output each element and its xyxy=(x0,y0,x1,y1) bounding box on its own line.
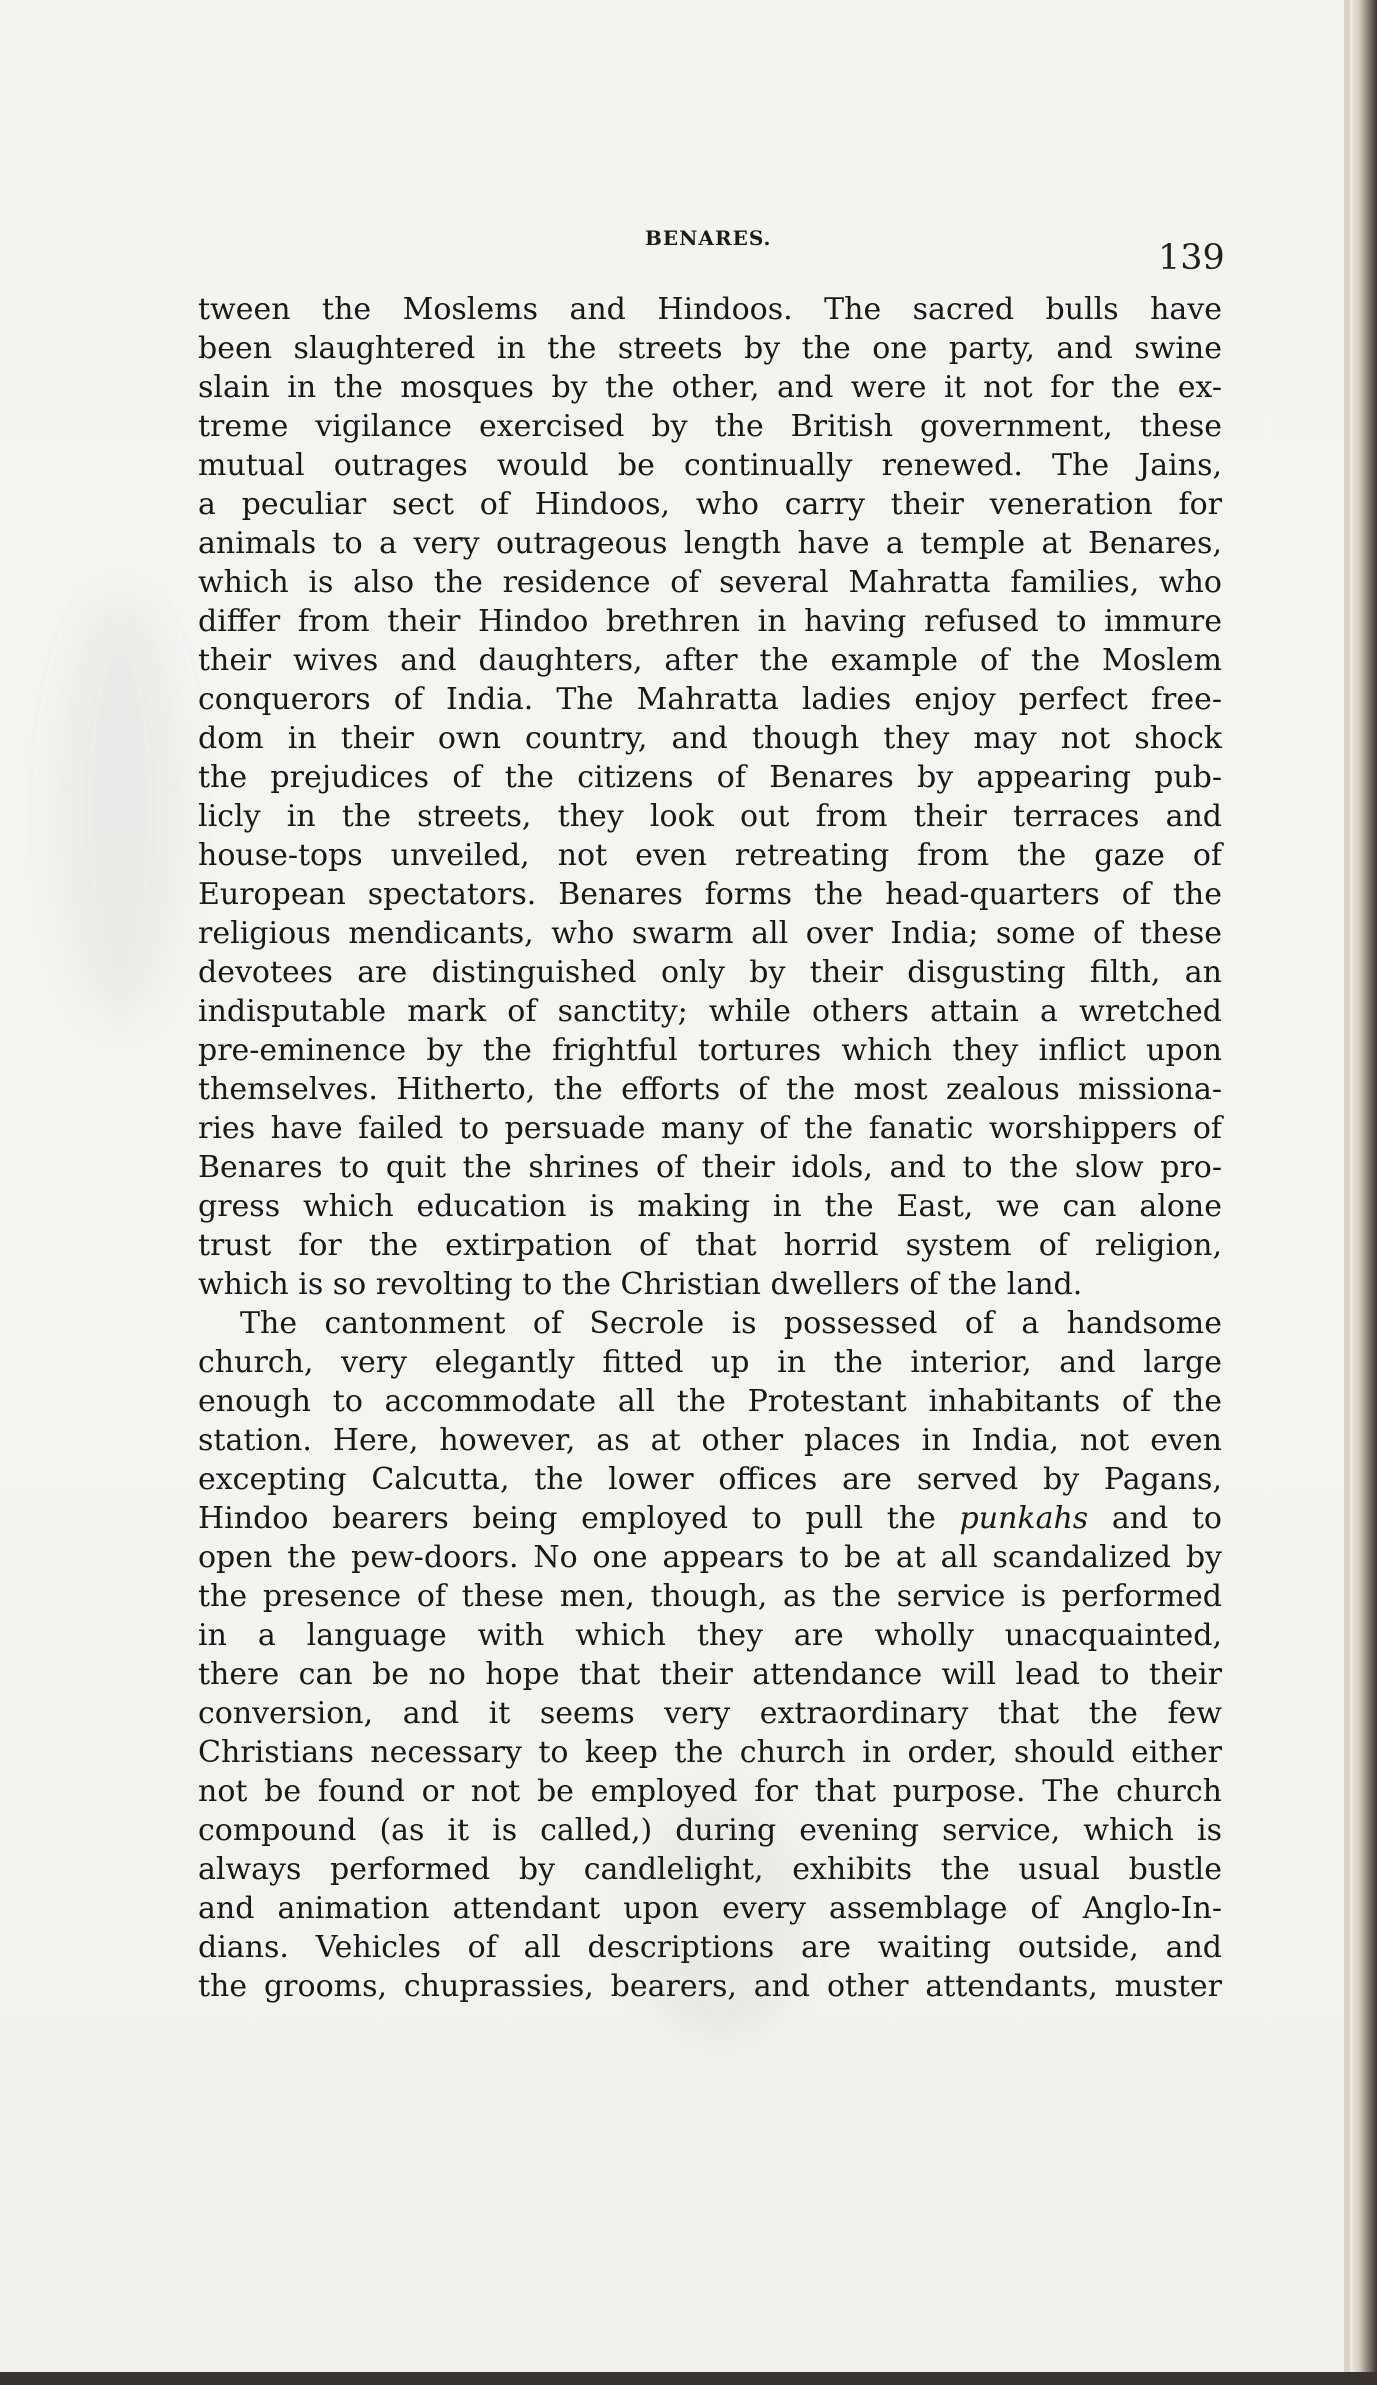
text-line: station. Here, however, as at other places in India, not even xyxy=(198,1423,1222,1458)
text-line: differ from their Hindoo brethren in having refused to immure xyxy=(198,604,1222,639)
text-line: indisputable mark of sanctity; while others attain a wretched xyxy=(198,994,1222,1029)
text-line: gress which education is making in the East, we can alone xyxy=(198,1189,1222,1224)
text-line: in a language with which they are wholly unacquainted, xyxy=(198,1618,1222,1653)
text-line: religious mendicants, who swarm all over India; some of these xyxy=(198,916,1222,951)
text-line-punkahs xyxy=(198,1499,1222,1538)
text-line: conversion, and it seems very extraordinary that the few xyxy=(198,1696,1222,1731)
running-head: BENARES. xyxy=(645,226,772,250)
text-line: European spectators. Benares forms the head-quarters of the xyxy=(198,877,1222,912)
text-line: the presence of these men, though, as the service is performed xyxy=(198,1579,1222,1614)
text-line: licly in the streets, they look out from their terraces and xyxy=(198,799,1222,834)
text-line: enough to accommodate all the Protestant inhabitants of the xyxy=(198,1384,1222,1419)
paragraph-2 xyxy=(198,1304,1222,2006)
text-line: not be found or not be employed for that purpose. The church xyxy=(198,1774,1222,1809)
text-line: excepting Calcutta, the lower offices are served by Pagans, xyxy=(198,1462,1222,1497)
text-line: compound (as it is called,) during evening service, which is xyxy=(198,1813,1222,1848)
text-line: trust for the extirpation of that horrid system of religion, xyxy=(198,1228,1222,1263)
text-line: treme vigilance exercised by the British government, these xyxy=(198,409,1222,444)
text-line: always performed by candlelight, exhibits the usual bustle xyxy=(198,1852,1222,1887)
text-line: devotees are distinguished only by their disgusting filth, an xyxy=(198,955,1222,990)
text-line: church, very elegantly fitted up in the interior, and large xyxy=(198,1345,1222,1380)
text-line: there can be no hope that their attendance will lead to their xyxy=(198,1657,1222,1692)
text-line: and animation attendant upon every assemblage of Anglo-In- xyxy=(198,1891,1222,1926)
text-line: ries have failed to persuade many of the fanatic worshippers of xyxy=(198,1111,1222,1146)
text-line: slain in the mosques by the other, and were it not for the ex- xyxy=(198,370,1222,405)
paragraph-1 xyxy=(198,290,1222,1304)
text-line: a peculiar sect of Hindoos, who carry their veneration for xyxy=(198,487,1222,522)
text-line: dians. Vehicles of all descriptions are waiting outside, and xyxy=(198,1930,1222,1965)
text-line: dom in their own country, and though they may not shock xyxy=(198,721,1222,756)
text-line: which is so revolting to the Christian dwellers of the land. xyxy=(198,1267,1083,1302)
text-line: open the pew-doors. No one appears to be at all scandalized by xyxy=(198,1540,1222,1575)
text-line: Christians necessary to keep the church in order, should either xyxy=(198,1735,1222,1770)
text-line: mutual outrages would be continually renewed. The Jains, xyxy=(198,448,1222,483)
italic-word: punkahs xyxy=(959,1501,1089,1536)
text-line: themselves. Hitherto, the efforts of the most zealous missiona- xyxy=(198,1072,1222,1107)
text-line: animals to a very outrageous length have a temple at Benares, xyxy=(198,526,1222,561)
text-line: the prejudices of the citizens of Benares by appearing pub- xyxy=(198,760,1222,795)
text-line: which is also the residence of several Mahratta families, who xyxy=(198,565,1222,600)
text-segment: and to xyxy=(1088,1501,1222,1536)
page-number: 139 xyxy=(1158,238,1225,278)
text-line: pre-eminence by the frightful tortures which they inflict upon xyxy=(198,1033,1222,1068)
book-spine-edge xyxy=(1350,0,1377,2385)
text-line: been slaughtered in the streets by the one party, and swine xyxy=(198,331,1222,366)
text-line: their wives and daughters, after the example of the Moslem xyxy=(198,643,1222,678)
text-line: house-tops unveiled, not even retreating from the gaze of xyxy=(198,838,1222,873)
bottom-shadow xyxy=(0,2372,1377,2385)
paper-stain xyxy=(60,600,180,1020)
text-line: The cantonment of Secrole is possessed of a handsome xyxy=(240,1306,1222,1341)
text-line: conquerors of India. The Mahratta ladies enjoy perfect free- xyxy=(198,682,1222,717)
text-segment: Hindoo bearers being employed to pull the xyxy=(198,1501,960,1536)
text-line: the grooms, chuprassies, bearers, and other attendants, muster xyxy=(198,1969,1222,2004)
body-text xyxy=(198,290,1222,2006)
text-line: Benares to quit the shrines of their idols, and to the slow pro- xyxy=(198,1150,1222,1185)
text-line: tween the Moslems and Hindoos. The sacred bulls have xyxy=(198,292,1222,327)
